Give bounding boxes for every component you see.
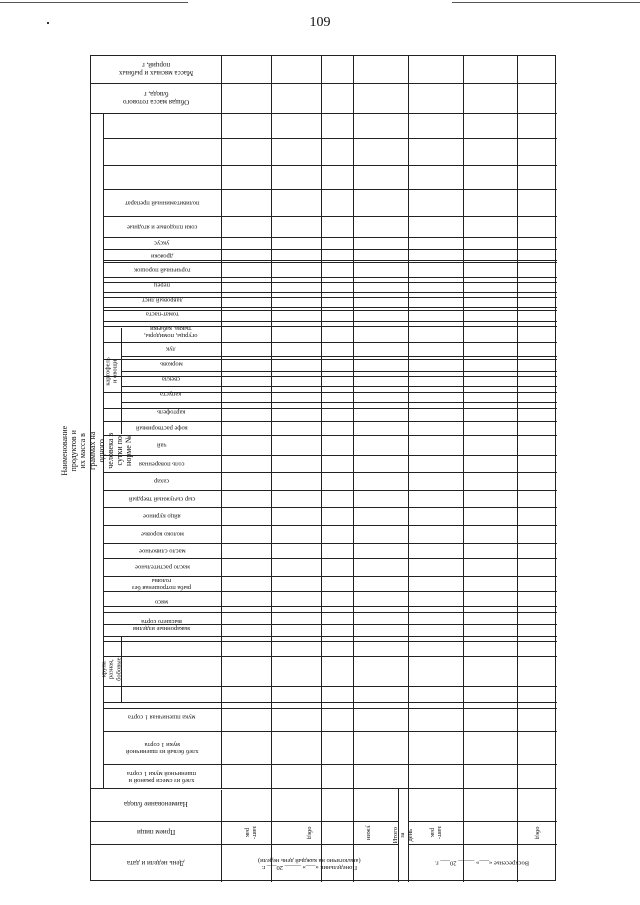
product-label xyxy=(121,342,221,356)
product-label-text: яйцо куриное xyxy=(143,512,181,520)
product-label-text: поливитаминный препарат xyxy=(124,199,200,207)
product-label xyxy=(103,249,221,262)
grid-hline xyxy=(103,636,557,637)
group-header-cereals-text: крупа разная, бобовые xyxy=(100,657,123,681)
product-label-text: морковь xyxy=(159,360,183,368)
column-total-dish-mass xyxy=(91,83,221,113)
column-dish-name xyxy=(91,788,221,821)
total-for-day xyxy=(391,788,414,882)
product-label-text: капуста xyxy=(160,390,182,398)
product-label-text: соль поваренная xyxy=(139,460,185,468)
column-meal-text: Прием пищи xyxy=(136,828,176,837)
product-label xyxy=(103,490,221,507)
column-dish-name-text: Наименование блюда xyxy=(124,800,188,809)
product-label xyxy=(103,525,221,543)
product-label-text: дрожжи xyxy=(150,252,174,260)
product-label xyxy=(121,321,221,342)
grid-vline xyxy=(517,56,518,882)
column-day-date xyxy=(91,844,221,882)
product-label-text: томат-паста xyxy=(145,310,179,318)
column-meal xyxy=(91,821,221,844)
grid-vline xyxy=(353,56,354,882)
meal-label xyxy=(339,821,398,844)
product-label-text: масло сливочное xyxy=(138,547,186,555)
product-label-text: сахар xyxy=(154,477,170,485)
meal-label-text: обед xyxy=(533,826,541,839)
product-label xyxy=(103,702,221,731)
product-label xyxy=(103,262,221,277)
meal-label xyxy=(280,821,339,844)
product-label xyxy=(103,507,221,525)
grid-hline xyxy=(121,656,221,657)
product-label xyxy=(103,558,221,576)
grid-vline xyxy=(463,56,464,882)
group-header-vegetables xyxy=(103,321,121,421)
product-label xyxy=(121,371,221,386)
meal-label xyxy=(408,821,463,844)
product-label xyxy=(103,307,221,321)
product-label-text: молоко коровье xyxy=(140,530,184,538)
product-label-text: лавровый лист xyxy=(141,296,183,304)
meal-label-text: ужин xyxy=(365,825,373,840)
product-label xyxy=(103,216,221,237)
grid-vline xyxy=(408,56,409,882)
product-label xyxy=(103,731,221,764)
day-label-sunday xyxy=(408,844,557,882)
product-label-text: картофель xyxy=(156,408,186,416)
grid-vline xyxy=(271,56,272,882)
menu-layout-form-table xyxy=(60,55,556,881)
product-label-text: хлеб из смеси ржаной и пшеничной муки 1 сорта xyxy=(127,769,197,784)
product-label-text: рыба потрошеная без головы xyxy=(132,576,192,591)
group-header-cereals xyxy=(100,636,123,702)
product-label xyxy=(103,237,221,249)
meal-label-text: завт- рак xyxy=(243,825,258,840)
meal-label-text: завт- рак xyxy=(428,825,443,840)
day-label-monday-text: Понедельник «___» _____ 20___ г. (аналогично на каждый день недели) xyxy=(258,856,361,871)
product-label-text: кофе растворимый xyxy=(136,424,188,432)
product-label-text: горчичный порошок xyxy=(133,266,191,274)
product-label xyxy=(121,356,221,371)
total-for-day-text: Итого за день xyxy=(391,826,414,844)
product-label xyxy=(121,402,221,421)
column-day-date-text: День недели и дата xyxy=(127,859,185,868)
product-label-text: чай xyxy=(157,441,167,449)
day-label-sunday-text: Воскресенье «___» _____ 20___ г. xyxy=(435,859,530,867)
product-label xyxy=(103,612,221,636)
column-total-dish-mass-text: Общая масса готового блюда, г xyxy=(122,90,190,107)
product-label xyxy=(121,386,221,402)
product-label xyxy=(103,189,221,216)
product-label xyxy=(103,591,221,612)
product-label xyxy=(103,764,221,788)
product-label-text: масло растительное xyxy=(134,563,190,571)
grid-hline xyxy=(103,138,557,139)
scan-speck xyxy=(47,22,49,24)
column-portion-mass xyxy=(91,56,221,83)
grid-hline xyxy=(103,165,557,166)
product-label-text: уксус xyxy=(154,239,170,247)
grid-hline xyxy=(103,641,557,642)
product-label-text: хлеб белый из пшеничной муки 1 сорта xyxy=(125,740,199,755)
day-label-monday xyxy=(221,844,398,882)
product-label xyxy=(103,277,221,292)
product-label-text: соки плодовые и ягодные xyxy=(126,223,198,231)
meal-label xyxy=(221,821,280,844)
group-header-vegetables-text: картофель и овощи xyxy=(104,356,120,386)
grid-vline xyxy=(321,56,322,882)
group-header-products-text: Наименование продуктов и их масса в граммах на одного человека в сутки по норме № xyxy=(60,425,134,476)
product-label xyxy=(103,543,221,558)
grid-hline xyxy=(91,113,557,114)
product-label-text: огурцы, помидоры, тыква, кабачки xyxy=(144,324,198,339)
top-rule-left xyxy=(0,2,188,3)
product-label-text: свекла xyxy=(161,375,181,383)
page-number: 109 xyxy=(309,15,331,30)
grid-hline xyxy=(121,686,221,687)
meal-label xyxy=(517,821,557,844)
product-label-text: макаронные изделия высшего сорта xyxy=(133,617,191,632)
product-label xyxy=(103,576,221,591)
product-label-text: мука пшеничная 1 сорта xyxy=(128,713,196,721)
product-label-text: лук xyxy=(166,345,176,353)
product-label xyxy=(103,292,221,307)
product-label-text: мясо xyxy=(155,598,169,606)
product-label-text: сыр сычужный твердый xyxy=(128,495,196,503)
product-label-text: перец xyxy=(154,281,170,289)
column-portion-mass-text: Масса мясных и рыбных порций, г xyxy=(118,61,194,78)
top-rule-right xyxy=(452,2,640,3)
meal-label-text: обед xyxy=(306,826,314,839)
